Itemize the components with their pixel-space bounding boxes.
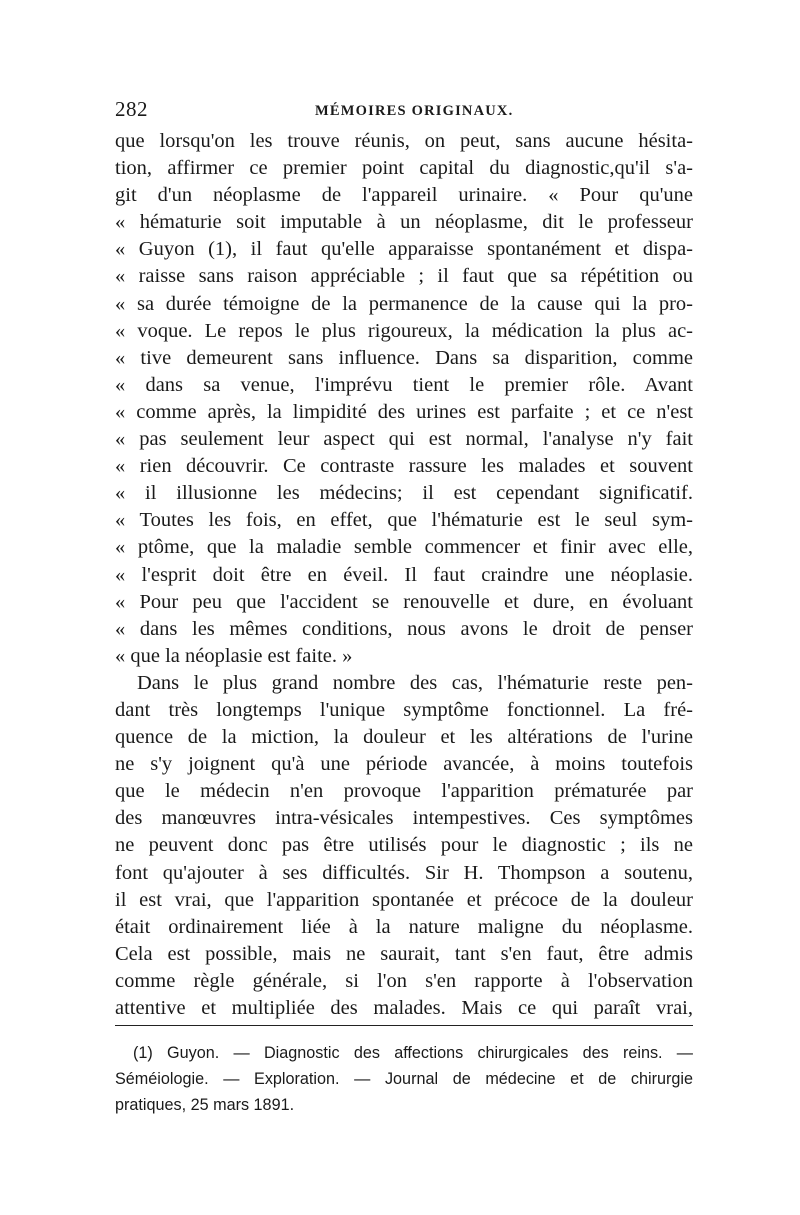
text-line: « dans les mêmes conditions, nous avons le droit de penser (115, 617, 693, 640)
text-line: « rien découvrir. Ce contraste rassure les malades et souvent (115, 455, 693, 478)
text-line: « tive demeurent sans influence. Dans sa disparition, comme (115, 346, 693, 369)
footnote (115, 1040, 693, 1118)
text-line: « pas seulement leur aspect qui est normal, l'analyse n'y fait (115, 428, 693, 451)
footnote-line: (1) Guyon. — Diagnostic des affections chirurgicales des reins. — (133, 1044, 693, 1062)
text-line: comme règle générale, si l'on s'en rapporte à l'observation (115, 969, 693, 992)
text-line: font qu'ajouter à ses difficultés. Sir H. Thompson a soutenu, (115, 861, 693, 884)
text-line: Cela est possible, mais ne saurait, tant s'en faut, être admis (115, 942, 693, 965)
text-line: ne peuvent donc pas être utilisés pour le diagnostic ; ils ne (115, 834, 693, 857)
text-line: « raisse sans raison appréciable ; il faut que sa répétition ou (115, 265, 693, 288)
main-text (115, 128, 693, 1022)
text-line: tion, affirmer ce premier point capital du diagnostic,qu'il s'a- (115, 157, 693, 180)
text-line: « hématurie soit imputable à un néoplasme, dit le professeur (115, 211, 693, 234)
text-line: « Pour peu que l'accident se renouvelle et dure, en évoluant (115, 590, 693, 613)
text-line: « Guyon (1), il faut qu'elle apparaisse spontanément et dispa- (115, 238, 693, 261)
text-line: que lorsqu'on les trouve réunis, on peut, sans aucune hésita- (115, 130, 693, 152)
text-line: il est vrai, que l'apparition spontanée et précoce de la douleur (115, 888, 693, 911)
text-line: « ptôme, que la maladie semble commencer et finir avec elle, (115, 536, 693, 559)
text-line: « Toutes les fois, en effet, que l'hématurie est le seul sym- (115, 509, 693, 532)
text-line: Dans le plus grand nombre des cas, l'hématurie reste pen- (137, 671, 693, 694)
footnote-divider (115, 1025, 693, 1026)
text-line: « sa durée témoigne de la permanence de la cause qui la pro- (115, 292, 693, 315)
text-line: était ordinairement liée à la nature maligne du néoplasme. (115, 915, 693, 938)
text-line: quence de la miction, la douleur et les altérations de l'urine (115, 726, 693, 749)
text-line: git d'un néoplasme de l'appareil urinaire. « Pour qu'une (115, 184, 693, 207)
text-line: que le médecin n'en provoque l'apparition prématurée par (115, 780, 693, 803)
running-title: MÉMOIRES ORIGINAUX. (315, 103, 514, 119)
text-line: ne s'y joignent qu'à une période avancée, à moins toutefois (115, 753, 693, 776)
page-number: 282 (115, 97, 148, 121)
footnote-line: Séméiologie. — Exploration. — Journal de médecine et de chirurgie (115, 1070, 693, 1088)
text-line: « il illusionne les médecins; il est cependant significatif. (115, 482, 693, 505)
text-line: des manœuvres intra-vésicales intempestives. Ces symptômes (115, 807, 693, 830)
text-line: « que la néoplasie est faite. » (115, 644, 353, 667)
page-header (115, 97, 693, 127)
text-line: « voque. Le repos le plus rigoureux, la médication la plus ac- (115, 319, 693, 342)
text-line: « dans sa venue, l'imprévu tient le premier rôle. Avant (115, 373, 693, 396)
text-line: « l'esprit doit être en éveil. Il faut craindre une néoplasie. (115, 563, 693, 586)
text-line: attentive et multipliée des malades. Mais ce qui paraît vrai, (115, 997, 693, 1019)
text-line: dant très longtemps l'unique symptôme fonctionnel. La fré- (115, 698, 693, 721)
footnote-line: pratiques, 25 mars 1891. (115, 1096, 295, 1114)
text-line: « comme après, la limpidité des urines est parfaite ; et ce n'est (115, 400, 693, 423)
